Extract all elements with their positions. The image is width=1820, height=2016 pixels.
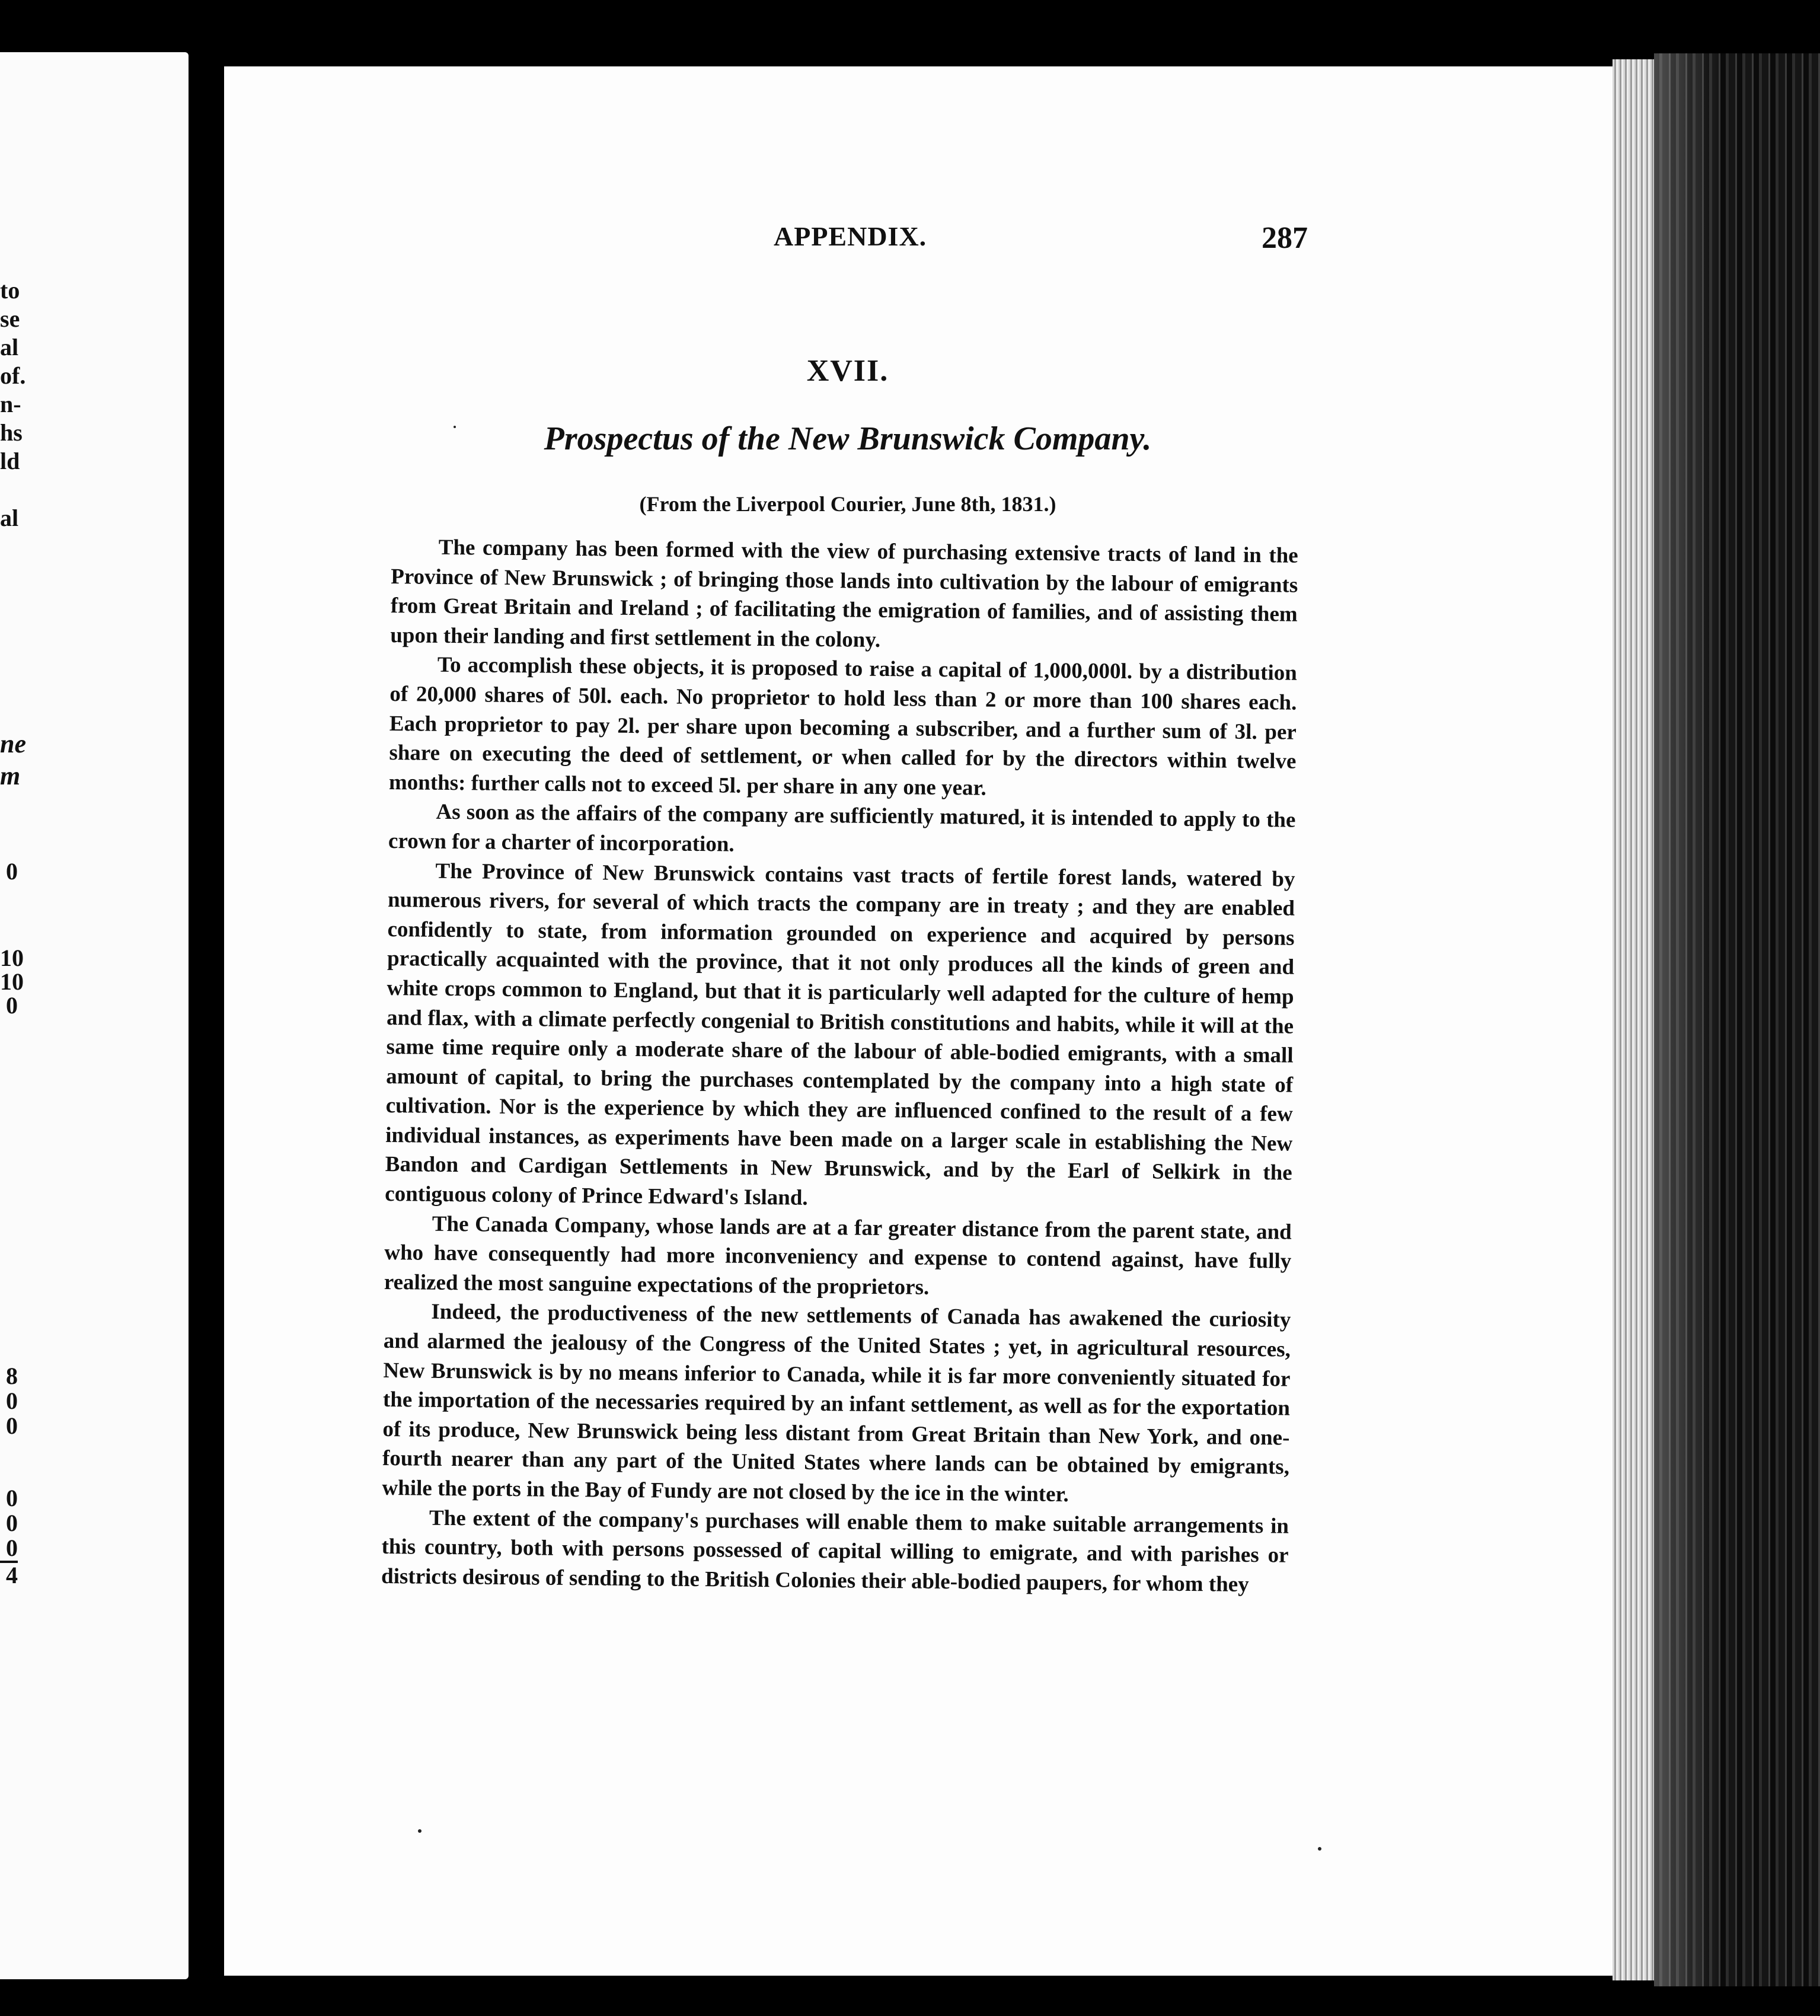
paragraph: The extent of the company's purchases will enable them to make suitable arrangements in this country, both with persons possessed of capital willing to emigrate, and with parishes or districts desirous of sending to the British Colonies their able-bodied paupers, for whom they [381, 1505, 1289, 1597]
left-fragment: ne [0, 729, 26, 758]
left-fragment: 0 [6, 1485, 18, 1511]
left-page-digits-a [0, 857, 189, 886]
left-fragment: al [0, 334, 19, 361]
section-title: Prospectus of the New Brunswick Company. [544, 420, 1152, 457]
page-edges [1613, 59, 1654, 1980]
left-fragment: 10 [0, 968, 24, 995]
left-fragment: of. [0, 362, 26, 389]
left-fragment: m [0, 761, 21, 790]
book-gutter [189, 36, 224, 2010]
left-fragment: 0 [6, 1510, 18, 1536]
running-head: APPENDIX. [774, 221, 927, 251]
paragraph: Indeed, the productiveness of the new settlements of Canada has awakened the curiosity and alarmed the jealousy of the Congress of the United States ; yet, in agricultural resources, New Brunswick is by no means inferior to Canada, while it is far more conveniently situated for the importation of the necessaries required by an infant settlement, as well as for the exportation of its produce, New Brunswick being less distant from Great Britain than New York, and one-fourth nearer than any part of the United States where lands can be obtained by emigrants, while the ports in the Bay of Fundy are not closed by the ice in the winter. [382, 1300, 1291, 1507]
left-page-digits-c [0, 1364, 189, 1438]
left-fragment: ld [0, 448, 20, 474]
paper-speck [1318, 1847, 1321, 1851]
paragraph: The Canada Company, whose lands are at a far greater distance from the parent state, and who have consequently had more inconveniency and expense to contend against, have fully realized the most sanguine expectations of the proprietors. [384, 1211, 1292, 1300]
body-text [381, 532, 1298, 1600]
left-fragment: 8 [6, 1363, 18, 1389]
left-fragment: 0 [6, 1412, 18, 1439]
left-facing-page [0, 52, 189, 1979]
page-number: 287 [1262, 221, 1308, 255]
paper-speck [418, 1829, 422, 1833]
left-fragment: 10 [0, 945, 24, 971]
paragraph: As soon as the affairs of the company are sufficiently matured, it is intended to apply to the crown for a charter of incorporation. [388, 800, 1296, 857]
left-fragment: hs [0, 419, 23, 446]
left-page-fragments-mid [0, 728, 189, 792]
section-number: XVII. [806, 354, 889, 388]
paragraph: The company has been formed with the view of purchasing extensive tracts of land in the Province of New Brunswick ; of bringing those lands into cultivation by the labour of emigrants from Great Britain and Ireland ; of facilitating the emigration of families, and of assisting them upon their landing and first settlement in the colony. [390, 535, 1298, 652]
paragraph: The Province of New Brunswick contains vast tracts of fertile forest lands, watered by numerous rivers, for several of which tracts the company are in treaty ; and they are enabled confidently to state, from information grounded on experience and acquired by persons practically acquainted with the province, that it not only produces all the kinds of green and white crops common to England, but that it is particularly well adapted for the culture of hemp and flax, with a climate perfectly congenial to British constitutions and habits, while it will at the same time require only a moderate share of the labour of able-bodied emigrants, with a small amount of capital, to bring the purchases contemplated by the company into a high state of cultivation. Nor is the experience by which they are influenced confined to the result of a few individual instances, as experiments have been made on a larger scale in establishing the New Bandon and Cardigan Settlements in New Brunswick, and by the Earl of Selkirk in the contiguous colony of Prince Edward's Island. [385, 859, 1295, 1210]
source-note: (From the Liverpool Courier, June 8th, 1831.) [639, 492, 1056, 516]
left-fragment: n- [0, 391, 21, 417]
left-fragment: 0 [6, 992, 18, 1019]
left-fragment: 0 [6, 858, 18, 885]
paper-speck [454, 426, 456, 428]
left-fragment: 0 [6, 1535, 18, 1561]
left-fragment: 0 [6, 1387, 18, 1414]
left-page-digits-b [0, 946, 189, 1017]
left-fragment: al [0, 505, 19, 531]
left-page-digits-d [0, 1486, 189, 1588]
left-fragment: se [0, 305, 20, 332]
left-fragment: to [0, 277, 20, 304]
paragraph: To accomplish these objects, it is proposed to raise a capital of 1,000,000l. by a distribution of 20,000 shares of 50l. each. No proprietor to hold less than 2 or more than 100 shares each. Each proprietor to pay 2l. per share upon becoming a subscriber, and a further sum of 3l. per share on executing the deed of settlement, or when called for by the directors within twelve months: further calls not to exceed 5l. per share in any one year. [388, 653, 1297, 800]
book-cover-shading [1654, 53, 1719, 1986]
left-fragment: 4 [0, 1561, 18, 1588]
